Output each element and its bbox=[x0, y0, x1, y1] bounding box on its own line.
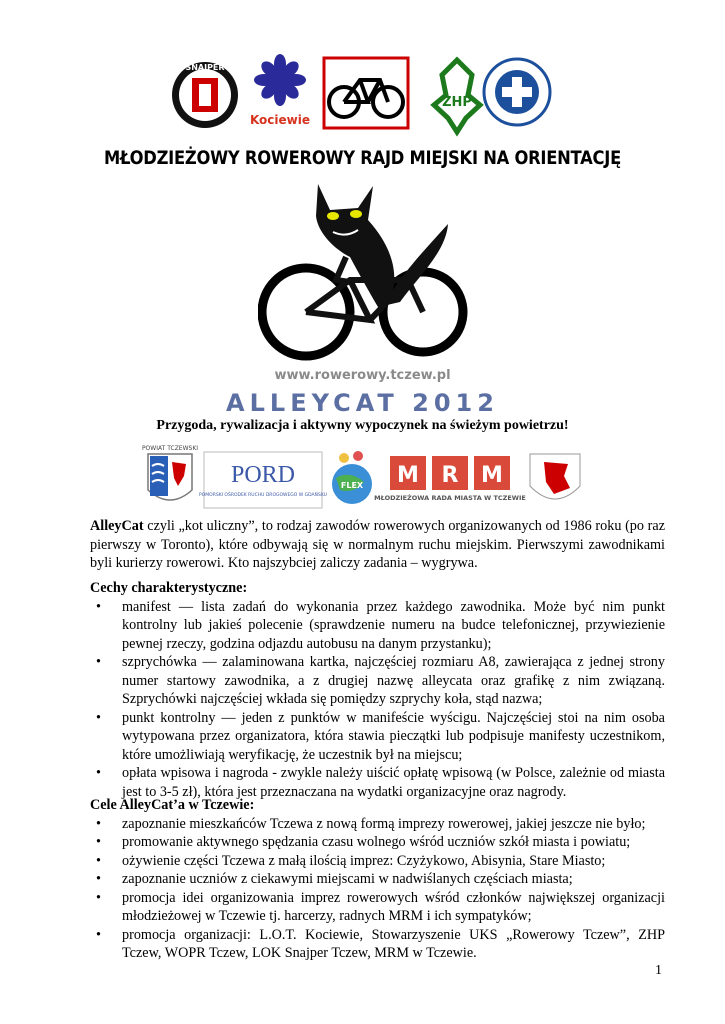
bullet-icon: • bbox=[96, 709, 101, 726]
event-title: ALLEYCAT 2012 bbox=[226, 389, 499, 417]
main-title: MŁODZIEŻOWY ROWEROWY RAJD MIEJSKI NA ORIENTACJĘ bbox=[103, 147, 622, 169]
list-item: • promocja organizacji: L.O.T. Kociewie, Stowarzyszenie UKS „Rowerowy Tczew”, ZHP Tczew, WOPR Tczew, LOK Snajper Tczew, MRM w Tczewie. bbox=[96, 926, 665, 961]
svg-text:PORD: PORD bbox=[230, 462, 296, 488]
svg-text:POWIAT TCZEWSKI: POWIAT TCZEWSKI bbox=[141, 445, 199, 452]
intro-text: czyli „kot uliczny”, to rodzaj zawodów rowerowych organizowanych od 1986 roku (po raz pierwszy w Toronto), które odbywają się w normalnym ruchu miejskim. Pierwszymi zawodnikami byli kurierzy rowerowi. Kto najszybciej zaliczy zadania – wygrywa. bbox=[90, 518, 665, 571]
sponsor-logos bbox=[140, 442, 585, 512]
website-url: www.rowerowy.tczew.pl bbox=[274, 368, 451, 383]
list-item: • opłata wpisowa i nagroda - zwykle należy uiścić opłatę wpisową (w Polsce, zależnie od miasta jest to 3-5 zł), która jest przeznaczana na wydatki organizacyjne oraz nagrody. bbox=[96, 765, 665, 800]
svg-text:M: M bbox=[481, 463, 503, 488]
organizer-logos bbox=[172, 50, 552, 140]
pord-logo bbox=[199, 452, 327, 508]
section-heading: Cele AlleyCat’a w Tczewie: bbox=[90, 797, 255, 813]
svg-text:POMORSKI OŚRODEK RUCHU DROGOWE: POMORSKI OŚRODEK RUCHU DROGOWEGO W GDAŃSKU bbox=[199, 493, 327, 498]
section-goals bbox=[90, 796, 665, 963]
wopr-logo bbox=[484, 59, 550, 125]
pomorskie-griffin-logo bbox=[530, 454, 580, 499]
bullet-icon: • bbox=[96, 852, 101, 869]
bullet-icon: • bbox=[96, 926, 101, 943]
list-item: • punkt kontrolny — jeden z punktów w manifeście wyścigu. Najczęściej stoi na nim osoba wytypowana przez organizatora, która stawia pieczątki lub podpisuje manifesty uczestnikom, które umożliwiają weryfikację, że uczestnik był na miejscu; bbox=[96, 709, 665, 763]
svg-text:MŁODZIEŻOWA RADA MIASTA W TCZE: MŁODZIEŻOWA RADA MIASTA W TCZEWIE bbox=[374, 494, 526, 502]
bullet-icon: • bbox=[96, 654, 101, 670]
bullet-icon: • bbox=[96, 871, 101, 887]
intro-paragraph bbox=[90, 517, 665, 573]
flex-logo bbox=[332, 451, 372, 504]
intro-term: AlleyCat bbox=[90, 518, 144, 534]
snajper-logo bbox=[172, 62, 238, 128]
bullet-icon: • bbox=[96, 598, 101, 615]
bullet-icon: • bbox=[96, 889, 101, 906]
svg-text:M: M bbox=[397, 463, 419, 488]
tagline: Przygoda, rywalizacja i aktywny wypoczynek na świeżym powietrzu! bbox=[156, 418, 569, 433]
svg-text:ZHP: ZHP bbox=[442, 95, 472, 110]
powiat-tczewski-logo bbox=[142, 445, 198, 500]
bullet-icon: • bbox=[96, 834, 101, 850]
list-item: • promocja idei organizowania imprez rowerowych wśród członków największej organizacji młodzieżowej w Tczewie tj. harcerzy, radnych MRM i ich sympatyków; bbox=[96, 889, 665, 924]
list-item: • manifest — lista zadań do wykonania przez każdego zawodnika. Może być nim punkt kontrolny lub jakieś polecenie (sprawdzenie numeru na budce telefonicznej, przywiezienie pewnej rzeczy, godzina odjazdu autobusu na danym przystanku); bbox=[96, 598, 665, 652]
cat-cyclist-illustration bbox=[258, 172, 468, 372]
bullet-icon: • bbox=[96, 815, 101, 832]
list-item: • ożywienie części Tczewa z małą ilością imprez: Czyżykowo, Abisynia, Stare Miasto; bbox=[96, 852, 606, 869]
svg-text:Kociewie: Kociewie bbox=[249, 113, 311, 127]
list-item: • zapoznanie mieszkańców Tczewa z nową formą imprezy rowerowej, jakiej jeszcze nie było; bbox=[96, 815, 646, 832]
page-number: 1 bbox=[655, 963, 662, 978]
list-item: • zapoznanie uczniów z ciekawymi miejscami w nadwiślanych częściach miasta; bbox=[96, 871, 573, 887]
svg-text:R: R bbox=[441, 463, 459, 488]
list-item: • szprychówka — zalaminowana kartka, najczęściej rozmiaru A8, zawierająca z jednej strony numer startowy zawodnika, a z drugiej nazwę alleycata oraz grafikę z nim związaną. Szprychówki najczęściej wkłada się pomiędzy szprychy koła, stąd nazwa; bbox=[96, 654, 665, 707]
kociewie-logo bbox=[250, 54, 310, 127]
goals-list bbox=[90, 815, 665, 963]
svg-text:SNAJPER: SNAJPER bbox=[185, 63, 225, 72]
bullet-icon: • bbox=[96, 765, 101, 781]
svg-text:FLEX: FLEX bbox=[340, 481, 364, 490]
zhp-logo bbox=[434, 60, 480, 132]
list-item: • promowanie aktywnego spędzania czasu wolnego wśród uczniów szkół miasta i powiatu; bbox=[96, 834, 631, 850]
section-heading: Cechy charakterystyczne: bbox=[90, 580, 248, 596]
mrm-logo bbox=[374, 456, 526, 502]
characteristics-list bbox=[90, 598, 665, 802]
section-characteristics bbox=[90, 579, 665, 801]
bicycle-logo bbox=[324, 58, 408, 128]
